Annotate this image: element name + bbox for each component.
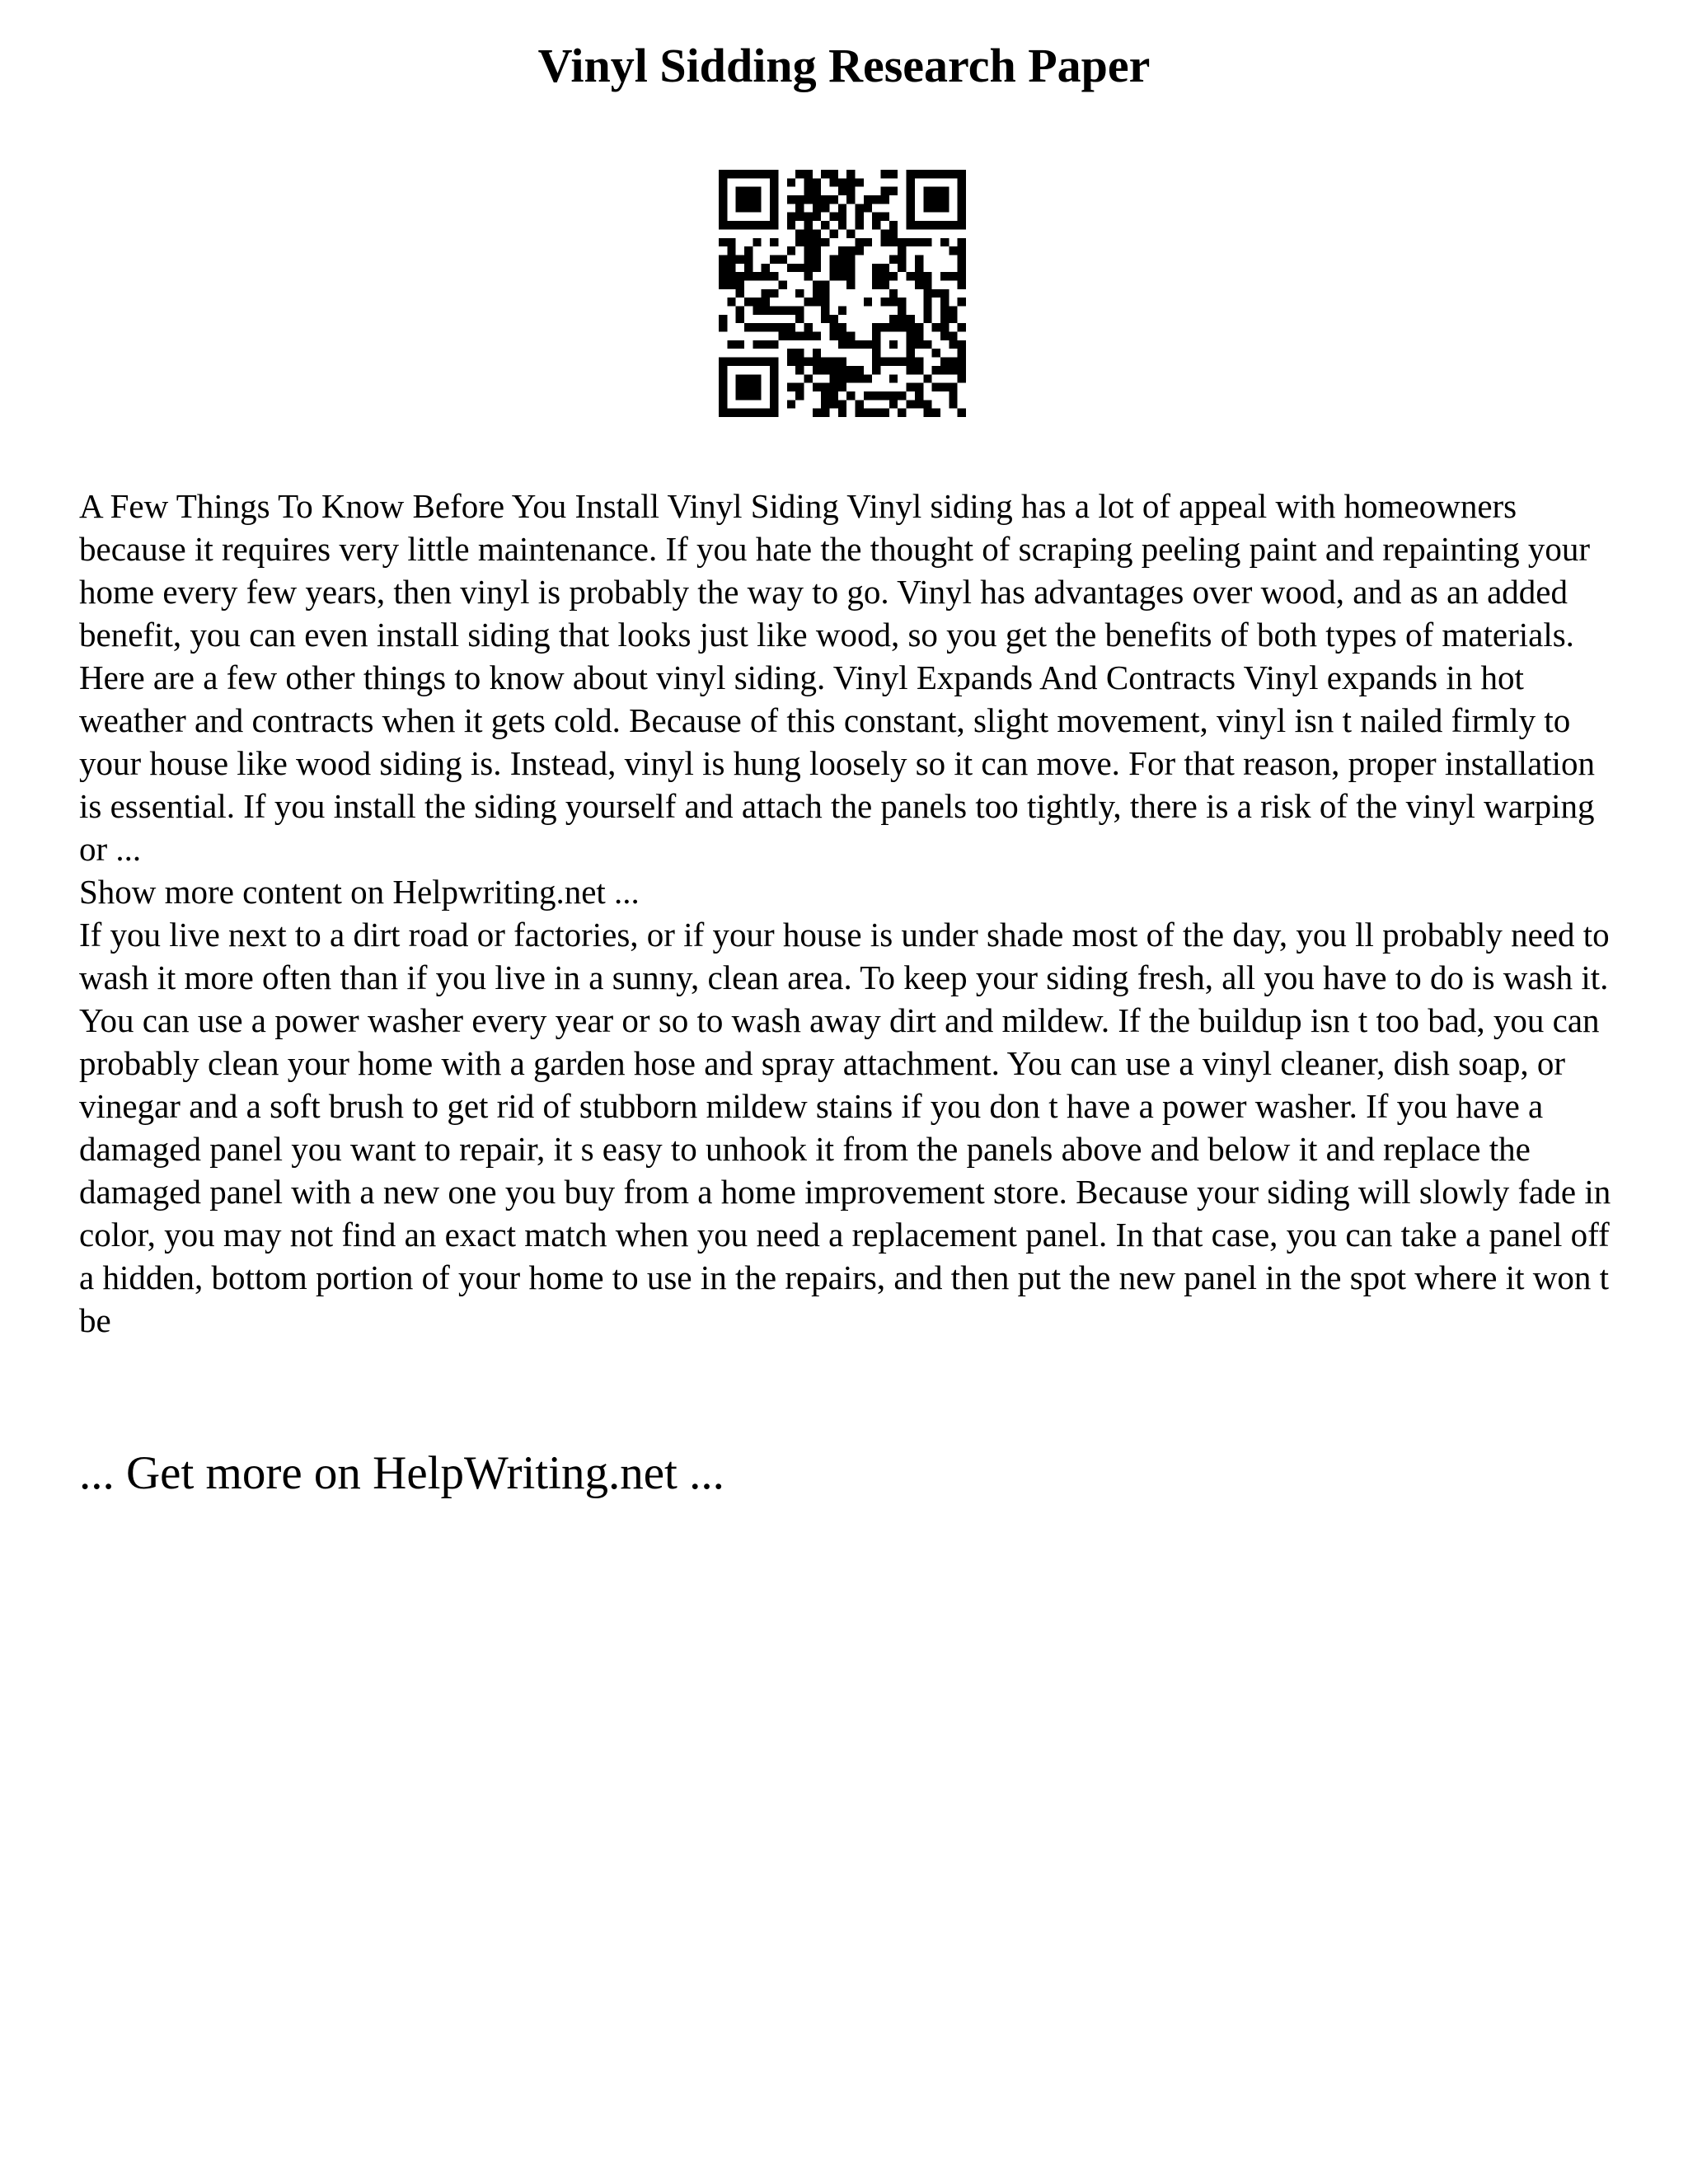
paragraph-intro: A Few Things To Know Before You Install Vinyl Siding Vinyl siding has a lot of appeal with homeowners because it requires very little maintenance. If you hate the thought of scraping peeling paint and repainting your home every few years, then vinyl is probably the way to go. Vinyl has advantages over wood, and as an added benefit, you can even install siding that looks just like wood, so you get the benefits of both types of materials. Here are a few other things to know about vinyl siding. Vinyl Expands And Contracts Vinyl expands in hot weather and contracts when it gets cold. Because of this constant, slight movement, vinyl isn t nailed firmly to your house like wood siding is. Instead, vinyl is hung loosely so it can move. For that reason, proper installation is essential. If you install the siding yourself and attach the panels too tightly, there is a risk of the vinyl warping or ...	[79, 487, 1596, 868]
document-body	[79, 485, 1612, 1342]
paragraph-maintenance: If you live next to a dirt road or factories, or if your house is under shade most of the day, you ll probably need to wash it more often than if you live in a sunny, clean area. To keep your siding fresh, all you have to do is wash it. You can use a power washer every year or so to wash away dirt and mildew. If the buildup isn t too bad, you can probably clean your home with a garden hose and spray attachment. You can use a vinyl cleaner, dish soap, or vinegar and a soft brush to get rid of stubborn mildew stains if you don t have a power washer. If you have a damaged panel you want to repair, it s easy to unhook it from the panels above and below it and replace the damaged panel with a new one you buy from a home improvement store. Because your siding will slowly fade in color, you may not find an exact match when you need a replacement panel. In that case, you can take a panel off a hidden, bottom portion of your home to use in the repairs, and then put the new panel in the spot where it won t be	[79, 916, 1611, 1339]
show-more-link[interactable]: Show more content on Helpwriting.net ...	[79, 873, 640, 911]
qr-code-icon	[719, 170, 966, 417]
get-more-link[interactable]: ... Get more on HelpWriting.net ...	[79, 1447, 724, 1499]
document-title: Vinyl Sidding Research Paper	[537, 39, 1151, 92]
